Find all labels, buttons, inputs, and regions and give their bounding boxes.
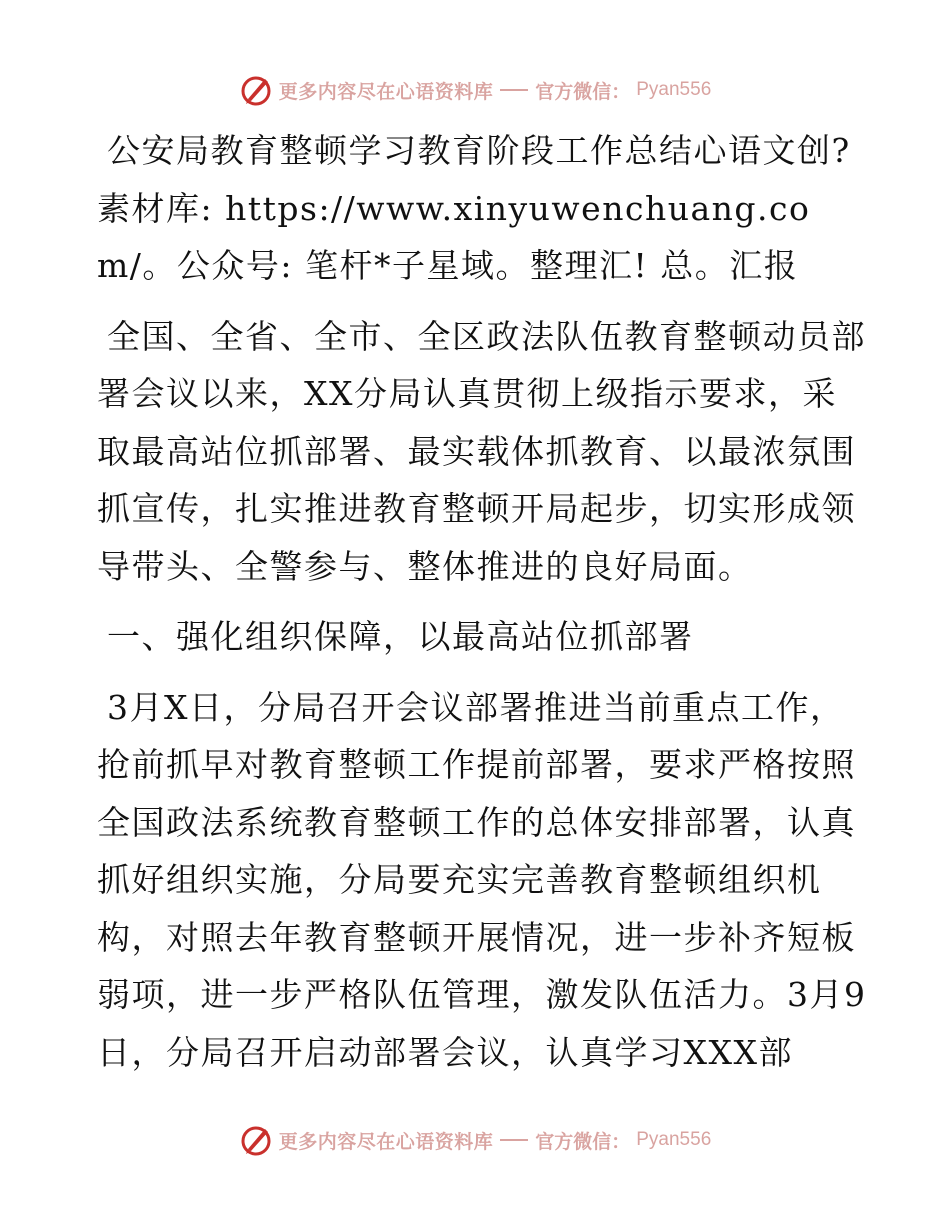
watermark-contact-label: 官方微信： bbox=[535, 1130, 631, 1153]
watermark-contact-handle: Pyan556 bbox=[636, 1129, 712, 1150]
watermark-slogan: 更多内容尽在心语资料库 bbox=[278, 80, 494, 103]
document-title-paragraph: 公安局教育整顿学习教育阶段工作总结心语文创?素材库: https://www.xinyuwenchuang.com/。公众号: 笔杆*子星域。整理汇! 总。汇报 bbox=[97, 131, 851, 285]
watermark-contact-label: 官方微信： bbox=[535, 80, 631, 103]
brand-logo-icon bbox=[239, 73, 273, 107]
watermark-divider bbox=[500, 89, 528, 91]
document-body bbox=[97, 122, 867, 1102]
brand-logo-icon bbox=[239, 1123, 273, 1157]
body-paragraph: 全国、全省、全市、全区政法队伍教育整顿动员部署会议以来，XX分局认真贯彻上级指示要求，采取最高站位抓部署、最实载体抓教育、以最浓氛围抓宣传，扎实推进教育整顿开局起步，切实形成领导带头、全警参与、整体推进的良好局面。 bbox=[97, 316, 866, 586]
watermark-divider bbox=[500, 1139, 528, 1141]
section-heading: 一、强化组织保障，以最高站位抓部署 bbox=[107, 617, 694, 656]
watermark-banner-top bbox=[0, 70, 950, 110]
body-paragraph: 3月X日，分局召开会议部署推进当前重点工作，抢前抓早对教育整顿工作提前部署，要求严格按照全国政法系统教育整顿工作的总体安排部署，认真抓好组织实施，分局要充实完善教育整顿组织机构，对照去年教育整顿开展情况，进一步补齐短板弱项，进一步严格队伍管理，激发队伍活力。3月9日，分局召开启动部署会议，认真学习XXX部 bbox=[97, 687, 867, 1072]
watermark-banner-bottom bbox=[0, 1120, 950, 1160]
watermark-slogan: 更多内容尽在心语资料库 bbox=[278, 1130, 494, 1153]
watermark-contact-handle: Pyan556 bbox=[636, 79, 712, 100]
